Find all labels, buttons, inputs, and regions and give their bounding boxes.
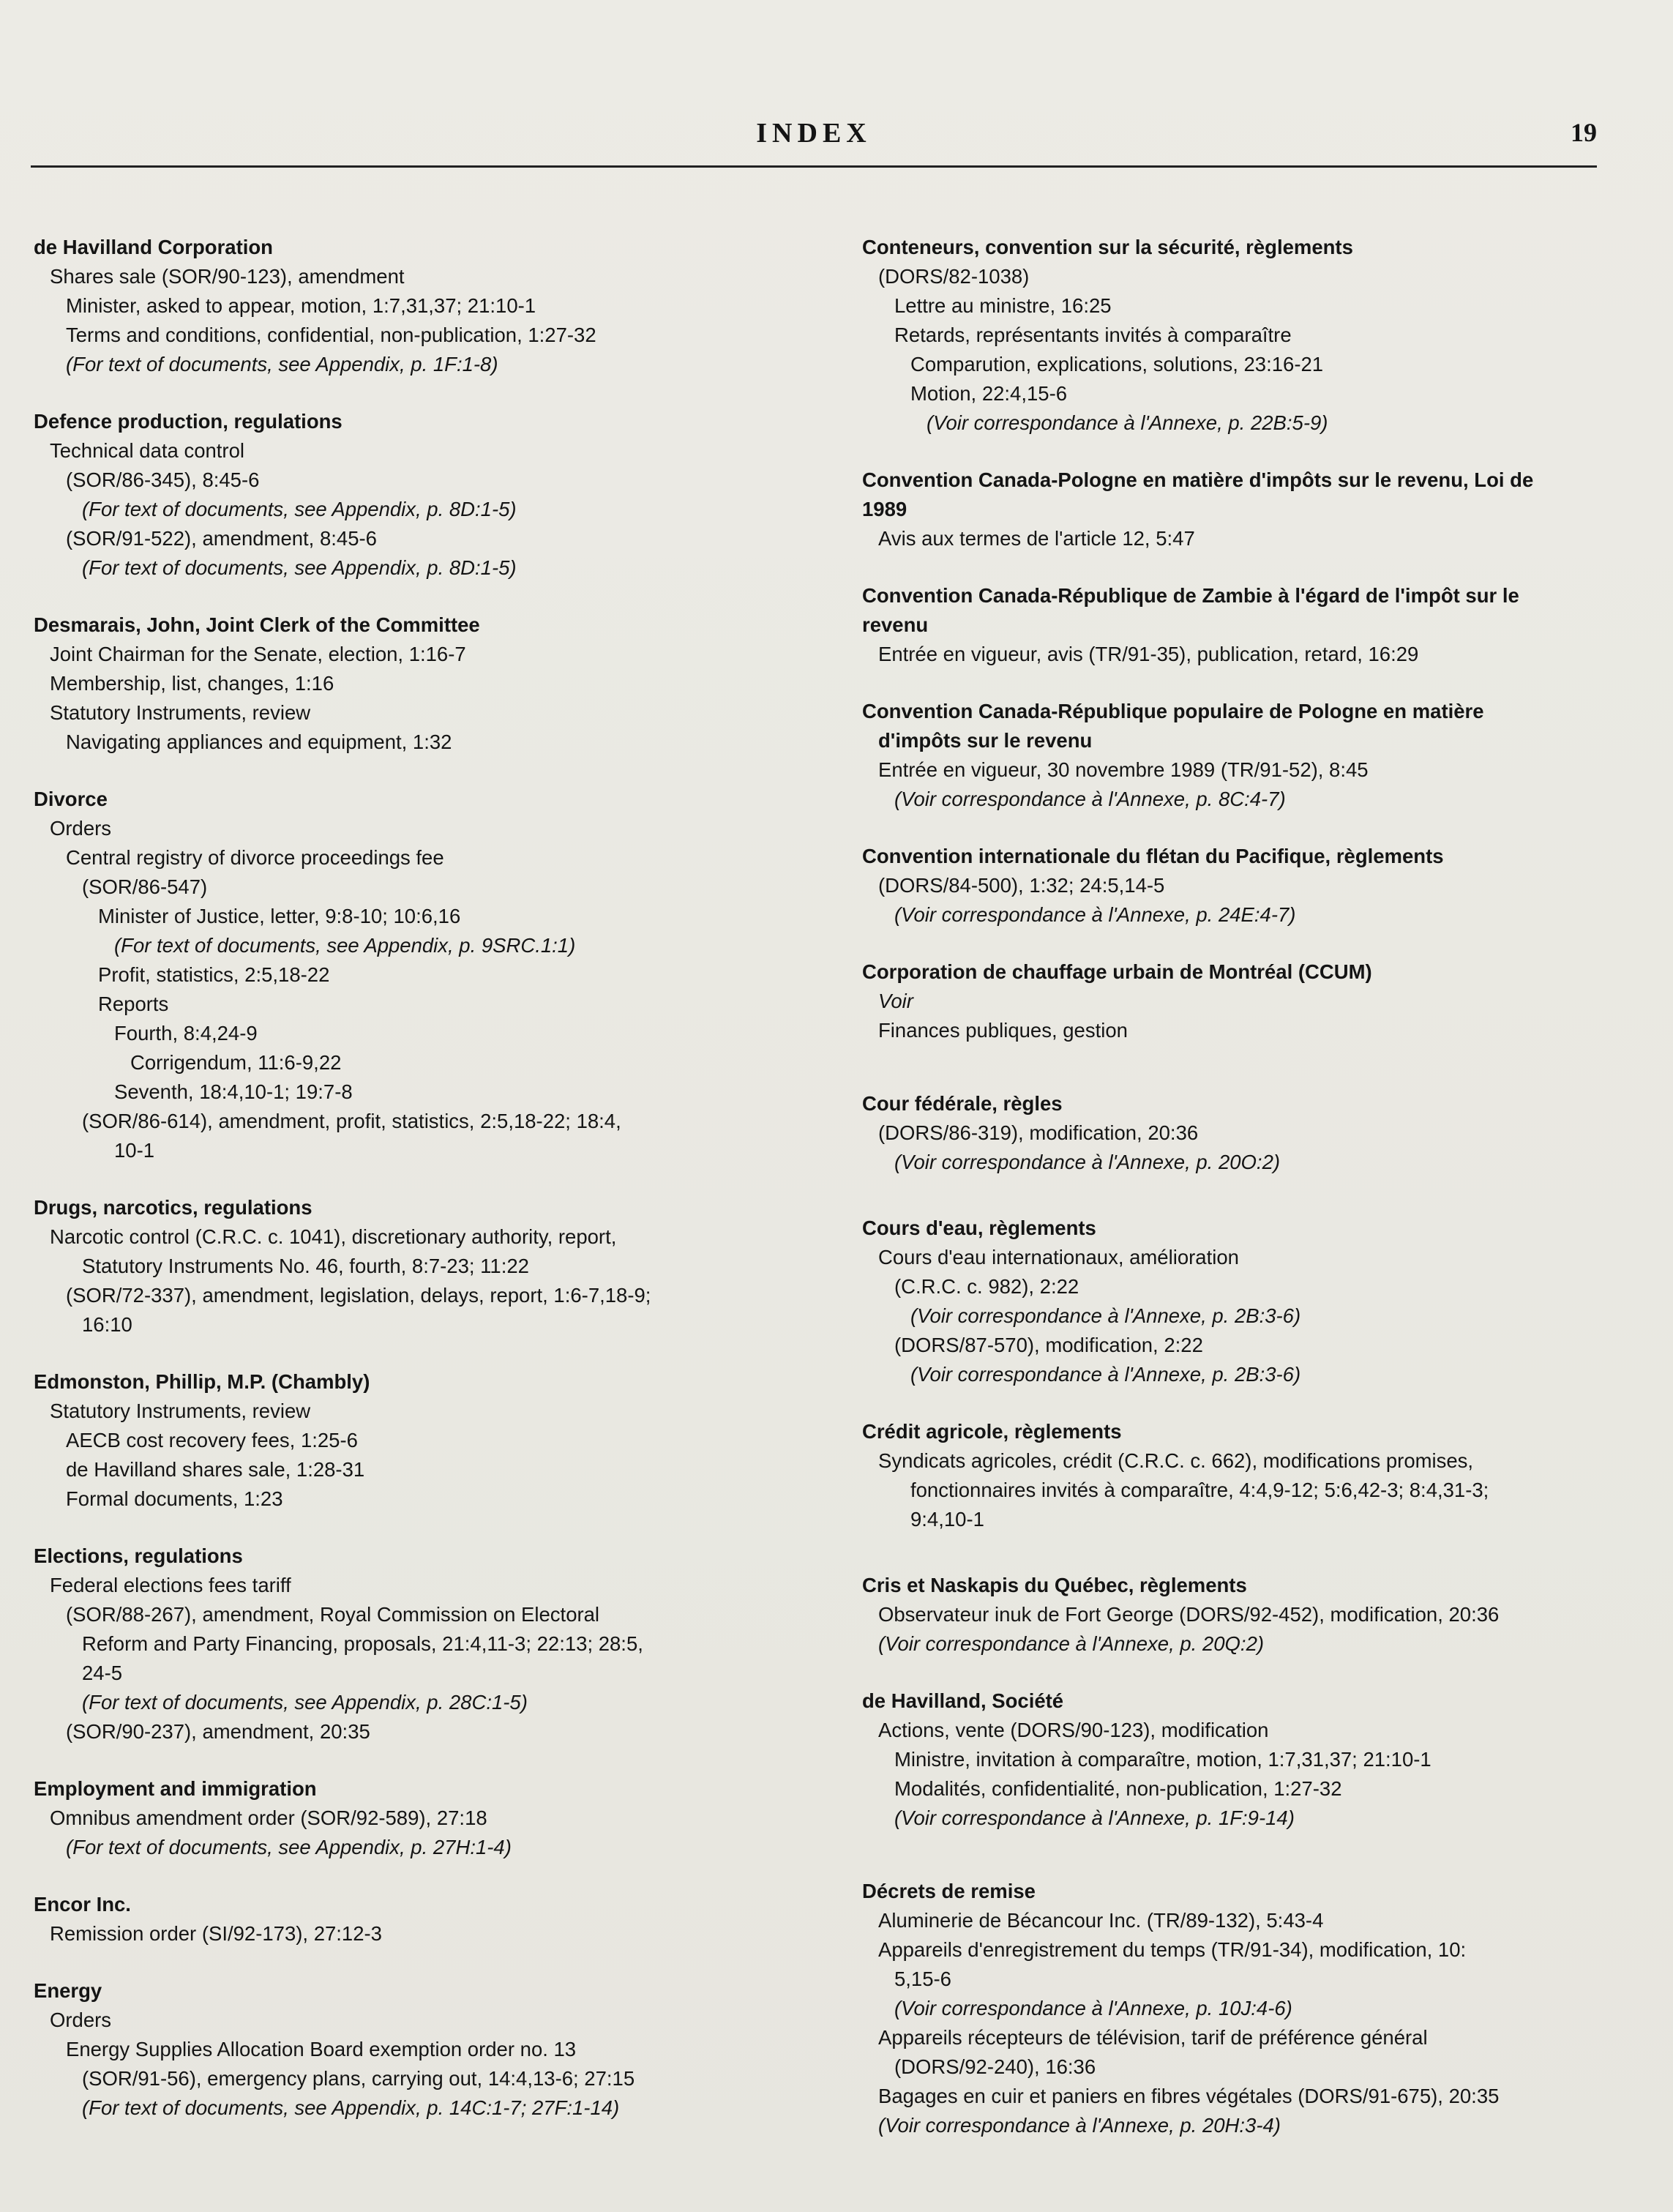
index-subentry: Central registry of divorce proceedings fee (66, 846, 444, 869)
index-entry (862, 697, 1653, 814)
index-subentry: 10-1 (114, 1139, 155, 1162)
index-reference-note: (For text of documents, see Appendix, p. 27H:1-4) (66, 1836, 512, 1858)
index-entry (862, 957, 1653, 1045)
index-entry (862, 466, 1653, 553)
index-subentry: Bagages en cuir et paniers en fibres végétales (DORS/91-675), 20:35 (878, 2085, 1500, 2107)
index-entry (34, 1774, 831, 1862)
index-subentry: Comparution, explications, solutions, 23:16-21 (910, 353, 1324, 375)
index-subentry: Entrée en vigueur, avis (TR/91-35), publication, retard, 16:29 (878, 643, 1419, 665)
index-heading: Décrets de remise (862, 1880, 1036, 1902)
index-subentry: fonctionnaires invités à comparaître, 4:4,9-12; 5:6,42-3; 8:4,31-3; (910, 1479, 1489, 1501)
index-reference-note: (For text of documents, see Appendix, p. 8D:1-5) (82, 556, 517, 579)
index-subentry: Terms and conditions, confidential, non-publication, 1:27-32 (66, 324, 596, 346)
index-subentry: (DORS/92-240), 16:36 (894, 2055, 1096, 2078)
index-subentry: (SOR/91-56), emergency plans, carrying out, 14:4,13-6; 27:15 (82, 2067, 635, 2090)
index-entry (862, 1877, 1653, 2140)
index-subentry: (DORS/86-319), modification, 20:36 (878, 1121, 1199, 1144)
index-reference-note: (Voir correspondance à l'Annexe, p. 20Q:2) (878, 1632, 1265, 1655)
index-subentry: Membership, list, changes, 1:16 (50, 672, 334, 695)
index-heading: Corporation de chauffage urbain de Montréal (CCUM) (862, 960, 1372, 983)
index-subentry: (SOR/88-267), amendment, Royal Commission on Electoral (66, 1603, 600, 1626)
index-subentry: Technical data control (50, 439, 244, 462)
index-reference-note: (Voir correspondance à l'Annexe, p. 2B:3-6) (910, 1304, 1301, 1327)
index-reference-note: (Voir correspondance à l'Annexe, p. 1F:9-14) (894, 1806, 1295, 1829)
index-heading: d'impôts sur le revenu (878, 729, 1093, 752)
index-subentry: Federal elections fees tariff (50, 1574, 291, 1596)
index-reference-note: (Voir correspondance à l'Annexe, p. 10J:4-6) (894, 1997, 1292, 2019)
index-heading: Divorce (34, 788, 108, 810)
index-entry (862, 233, 1653, 438)
index-subentry: 9:4,10-1 (910, 1508, 984, 1531)
index-subentry: de Havilland shares sale, 1:28-31 (66, 1458, 365, 1481)
index-subentry: Orders (50, 2009, 112, 2031)
page-title: INDEX (756, 118, 872, 149)
index-subentry: Modalités, confidentialité, non-publication, 1:27-32 (894, 1777, 1342, 1800)
index-heading: Energy (34, 1979, 102, 2002)
index-heading: Desmarais, John, Joint Clerk of the Committee (34, 613, 480, 636)
index-heading: Convention Canada-République populaire de Pologne en matière (862, 700, 1484, 722)
index-heading: Elections, regulations (34, 1544, 243, 1567)
index-column-right (862, 233, 1653, 2168)
index-subentry: Shares sale (SOR/90-123), amendment (50, 265, 405, 288)
index-subentry: Profit, statistics, 2:5,18-22 (98, 963, 330, 986)
index-subentry: Corrigendum, 11:6-9,22 (130, 1051, 342, 1074)
index-subentry: Ministre, invitation à comparaître, motion, 1:7,31,37; 21:10-1 (894, 1748, 1431, 1771)
index-subentry: Reports (98, 993, 169, 1015)
index-entry (862, 581, 1653, 669)
index-entry (862, 1571, 1653, 1659)
index-heading: Defence production, regulations (34, 410, 343, 433)
index-heading: Convention internationale du flétan du Pacifique, règlements (862, 845, 1444, 867)
index-subentry: Avis aux termes de l'article 12, 5:47 (878, 527, 1195, 550)
index-heading: Employment and immigration (34, 1777, 317, 1800)
index-entry (34, 1976, 831, 2123)
index-subentry: Joint Chairman for the Senate, election, 1:16-7 (50, 643, 466, 665)
index-heading: de Havilland Corporation (34, 236, 273, 258)
index-subentry: (SOR/86-614), amendment, profit, statistics, 2:5,18-22; 18:4, (82, 1110, 621, 1132)
index-subentry: (DORS/84-500), 1:32; 24:5,14-5 (878, 874, 1165, 897)
index-subentry: Orders (50, 817, 112, 840)
index-subentry: Observateur inuk de Fort George (DORS/92-452), modification, 20:36 (878, 1603, 1500, 1626)
index-entry (34, 233, 831, 379)
index-reference-note: (Voir correspondance à l'Annexe, p. 8C:4-7) (894, 788, 1286, 810)
index-entry (34, 1542, 831, 1746)
index-entry (862, 1089, 1653, 1177)
index-reference-note: (Voir correspondance à l'Annexe, p. 2B:3-6) (910, 1363, 1301, 1386)
index-subentry: (SOR/91-522), amendment, 8:45-6 (66, 527, 377, 550)
index-heading: revenu (862, 613, 929, 636)
index-subentry: 24-5 (82, 1662, 123, 1684)
index-subentry: Navigating appliances and equipment, 1:32 (66, 731, 452, 753)
index-entry (34, 1367, 831, 1514)
index-subentry: (DORS/82-1038) (878, 265, 1030, 288)
index-subentry: (SOR/90-237), amendment, 20:35 (66, 1720, 370, 1743)
index-subentry: Statutory Instruments, review (50, 701, 311, 724)
index-subentry: Syndicats agricoles, crédit (C.R.C. c. 662), modifications promises, (878, 1449, 1474, 1472)
index-heading: Conteneurs, convention sur la sécurité, règlements (862, 236, 1353, 258)
index-heading: 1989 (862, 498, 907, 520)
index-heading: Cour fédérale, règles (862, 1092, 1063, 1115)
index-entry (862, 1417, 1653, 1534)
index-reference-note: (Voir correspondance à l'Annexe, p. 22B:5-9) (927, 411, 1328, 434)
index-entry (862, 842, 1653, 930)
index-subentry: Actions, vente (DORS/90-123), modification (878, 1719, 1269, 1741)
index-reference-note: (For text of documents, see Appendix, p. 8D:1-5) (82, 498, 517, 520)
index-subentry: AECB cost recovery fees, 1:25-6 (66, 1429, 358, 1451)
index-heading: Drugs, narcotics, regulations (34, 1196, 312, 1219)
index-reference-note: (For text of documents, see Appendix, p. 14C:1-7; 27F:1-14) (82, 2096, 620, 2119)
index-subentry: Statutory Instruments, review (50, 1400, 311, 1422)
index-subentry: Minister of Justice, letter, 9:8-10; 10:6,16 (98, 905, 461, 927)
index-reference-note: Voir (878, 990, 913, 1012)
index-heading: Crédit agricole, règlements (862, 1420, 1122, 1443)
index-entry (862, 1214, 1653, 1389)
index-subentry: Cours d'eau internationaux, amélioration (878, 1246, 1239, 1268)
index-entry (862, 1686, 1653, 1833)
index-subentry: Statutory Instruments No. 46, fourth, 8:7-23; 11:22 (82, 1255, 529, 1277)
index-entry (34, 1890, 831, 1948)
index-subentry: (SOR/86-547) (82, 875, 208, 898)
index-subentry: (C.R.C. c. 982), 2:22 (894, 1275, 1079, 1298)
index-subentry: Appareils d'enregistrement du temps (TR/91-34), modification, 10: (878, 1938, 1467, 1961)
index-reference-note: (For text of documents, see Appendix, p. 9SRC.1:1) (114, 934, 576, 957)
index-subentry: 16:10 (82, 1313, 132, 1336)
index-reference-note: (Voir correspondance à l'Annexe, p. 20H:3-4) (878, 2114, 1281, 2137)
index-heading: Edmonston, Phillip, M.P. (Chambly) (34, 1370, 370, 1393)
index-heading: Convention Canada-Pologne en matière d'impôts sur le revenu, Loi de (862, 468, 1534, 491)
index-subentry: Formal documents, 1:23 (66, 1487, 283, 1510)
index-subentry: Aluminerie de Bécancour Inc. (TR/89-132), 5:43-4 (878, 1909, 1324, 1932)
index-subentry: (SOR/86-345), 8:45-6 (66, 468, 260, 491)
index-heading: de Havilland, Société (862, 1689, 1064, 1712)
index-heading: Cris et Naskapis du Québec, règlements (862, 1574, 1247, 1596)
index-subentry: Reform and Party Financing, proposals, 21:4,11-3; 22:13; 28:5, (82, 1632, 643, 1655)
index-subentry: Motion, 22:4,15-6 (910, 382, 1068, 405)
index-subentry: Seventh, 18:4,10-1; 19:7-8 (114, 1080, 353, 1103)
index-subentry: Entrée en vigueur, 30 novembre 1989 (TR/91-52), 8:45 (878, 758, 1369, 781)
index-subentry: Retards, représentants invités à comparaître (894, 324, 1292, 346)
index-subentry: Fourth, 8:4,24-9 (114, 1022, 258, 1045)
index-subentry: Lettre au ministre, 16:25 (894, 294, 1112, 317)
index-subentry: Omnibus amendment order (SOR/92-589), 27:18 (50, 1806, 487, 1829)
page-number: 19 (1571, 118, 1597, 147)
index-subentry: Energy Supplies Allocation Board exemption order no. 13 (66, 2038, 577, 2060)
index-reference-note: (Voir correspondance à l'Annexe, p. 24E:4-7) (894, 903, 1296, 926)
page-header (31, 117, 1597, 168)
index-reference-note: (Voir correspondance à l'Annexe, p. 20O:2) (894, 1151, 1281, 1173)
index-heading: Encor Inc. (34, 1893, 131, 1916)
index-subentry: Minister, asked to appear, motion, 1:7,31,37; 21:10-1 (66, 294, 536, 317)
index-subentry: (DORS/87-570), modification, 2:22 (894, 1334, 1203, 1356)
index-subentry: (SOR/72-337), amendment, legislation, delays, report, 1:6-7,18-9; (66, 1284, 651, 1307)
index-entry (34, 407, 831, 583)
index-subentry: Finances publiques, gestion (878, 1019, 1128, 1042)
index-reference-note: (For text of documents, see Appendix, p. 1F:1-8) (66, 353, 498, 375)
index-entry (34, 1193, 831, 1339)
index-subentry: Appareils récepteurs de télévision, tarif de préférence général (878, 2026, 1428, 2049)
index-subentry: Narcotic control (C.R.C. c. 1041), discretionary authority, report, (50, 1225, 617, 1248)
index-reference-note: (For text of documents, see Appendix, p. 28C:1-5) (82, 1691, 528, 1714)
index-entry (34, 785, 831, 1165)
index-subentry: Remission order (SI/92-173), 27:12-3 (50, 1922, 382, 1945)
index-column-left (34, 233, 831, 2151)
index-heading: Cours d'eau, règlements (862, 1217, 1096, 1239)
index-heading: Convention Canada-République de Zambie à l'égard de l'impôt sur le (862, 584, 1519, 607)
index-entry (34, 610, 831, 757)
index-subentry: 5,15-6 (894, 1968, 951, 1990)
